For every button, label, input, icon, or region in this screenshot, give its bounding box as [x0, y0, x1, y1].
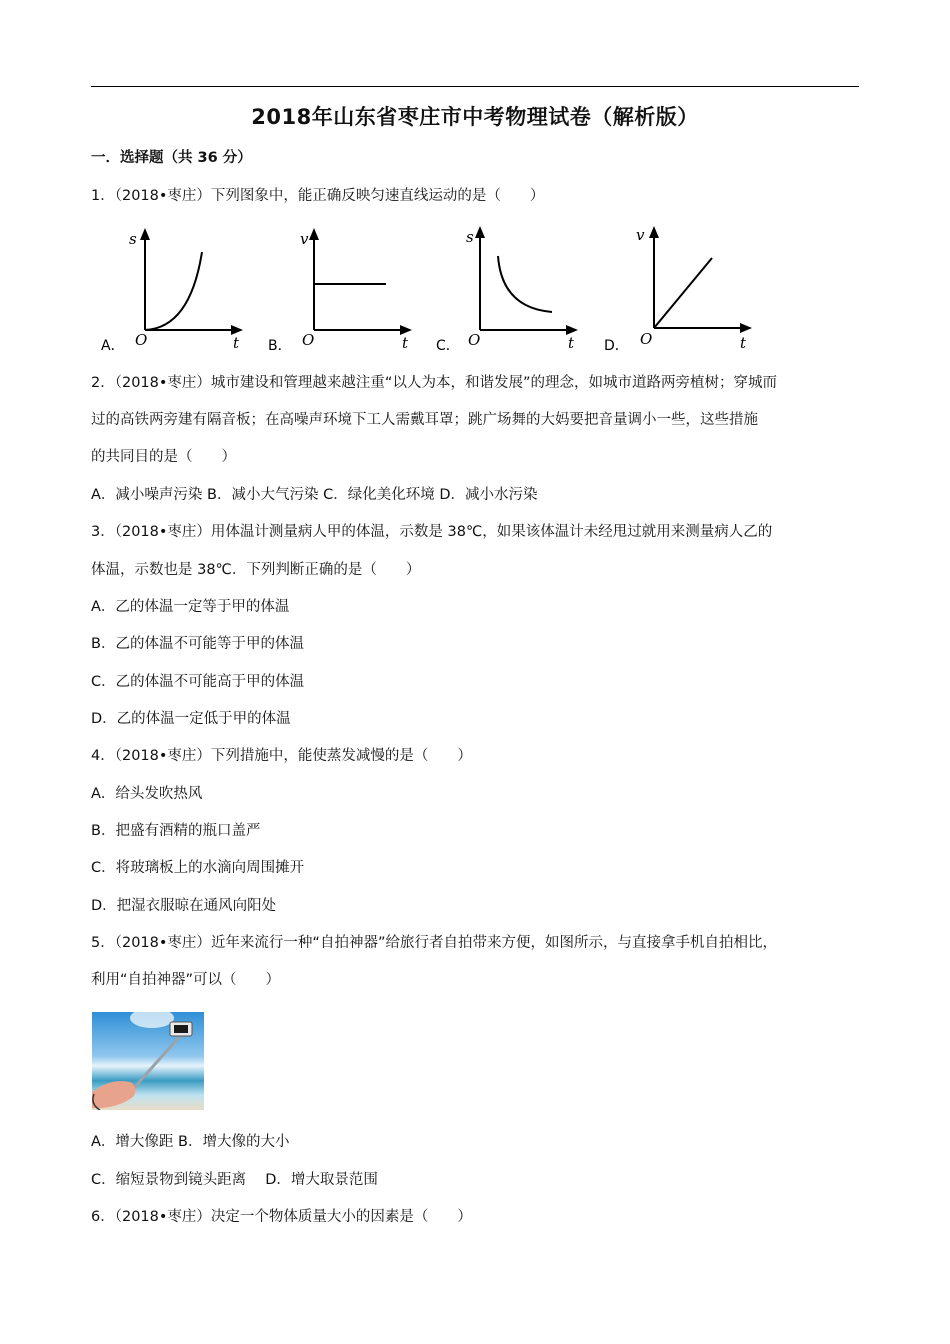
svg-text:B．: B． — [268, 338, 292, 354]
svg-text:t: t — [568, 334, 575, 352]
section-heading: 一．选择题（共 36 分） — [91, 150, 252, 166]
question-4-option-d: D．把湿衣服晾在通风向阳处 — [91, 898, 277, 914]
question-5-options-line-2: C．缩短景物到镜头距离 D．增大取景范围 — [91, 1172, 378, 1188]
svg-text:O: O — [302, 331, 315, 349]
question-5-stem-line-1: 5．（2018•枣庄）近年来流行一种“自拍神器”给旅行者自拍带来方便，如图所示，与直接拿手机自拍相比， — [91, 935, 777, 951]
question-4-option-a: A．给头发吹热风 — [91, 786, 203, 802]
question-4-option-c: C．将玻璃板上的水滴向周围摊开 — [91, 860, 305, 876]
svg-text:O: O — [468, 331, 481, 349]
question-3-stem-line-1: 3．（2018•枣庄）用体温计测量病人甲的体温，示数是 38℃，如果该体温计未经甩过就用来测量病人乙的 — [91, 524, 773, 540]
graph-option-d — [600, 220, 760, 355]
svg-text:s: s — [129, 230, 137, 248]
svg-text:v: v — [300, 230, 309, 248]
header-rule — [91, 86, 859, 87]
graph-option-c — [430, 220, 590, 355]
svg-text:t: t — [233, 334, 240, 352]
question-2-stem-line-1: 2．（2018•枣庄）城市建设和管理越来越注重“以人为本，和谐发展”的理念，如城市道路两旁植树；穿城而 — [91, 375, 777, 391]
question-2-stem-line-2: 过的高铁两旁建有隔音板；在高噪声环境下工人需戴耳罩；跳广场舞的大妈要把音量调小一些，这些措施 — [91, 412, 758, 428]
graph-option-a — [95, 220, 255, 355]
svg-text:O: O — [135, 331, 148, 349]
question-3-option-d: D．乙的体温一定低于甲的体温 — [91, 711, 291, 727]
svg-text:A．: A． — [101, 338, 125, 354]
question-1-stem: 1．（2018•枣庄）下列图象中，能正确反映匀速直线运动的是（ ） — [91, 188, 545, 204]
question-2-options: A．减小噪声污染 B．减小大气污染 C．绿化美化环境 D．减小水污染 — [91, 487, 538, 503]
question-2-stem-line-3: 的共同目的是（ ） — [91, 449, 236, 465]
svg-text:s: s — [466, 228, 474, 246]
graph-option-b — [262, 220, 422, 355]
question-4-stem: 4．（2018•枣庄）下列措施中，能使蒸发减慢的是（ ） — [91, 748, 472, 764]
question-3-option-b: B．乙的体温不可能等于甲的体温 — [91, 636, 304, 652]
svg-text:O: O — [640, 330, 653, 348]
question-3-option-a: A．乙的体温一定等于甲的体温 — [91, 599, 290, 615]
page-title: 2018年山东省枣庄市中考物理试卷（解析版） — [251, 105, 699, 129]
svg-text:v: v — [636, 226, 645, 244]
question-5-stem-line-2: 利用“自拍神器”可以（ ） — [91, 972, 281, 988]
question-3-stem-line-2: 体温，示数也是 38℃．下列判断正确的是（ ） — [91, 562, 421, 578]
svg-text:D．: D． — [604, 338, 629, 354]
svg-text:C．: C． — [436, 338, 460, 354]
svg-text:t: t — [402, 334, 409, 352]
question-5-options-line-1: A．增大像距 B．增大像的大小 — [91, 1134, 290, 1150]
selfie-stick-photo — [92, 1012, 204, 1110]
question-6-stem: 6．（2018•枣庄）决定一个物体质量大小的因素是（ ） — [91, 1209, 472, 1225]
svg-text:t: t — [740, 334, 747, 352]
question-4-option-b: B．把盛有酒精的瓶口盖严 — [91, 823, 261, 839]
question-3-option-c: C．乙的体温不可能高于甲的体温 — [91, 674, 305, 690]
